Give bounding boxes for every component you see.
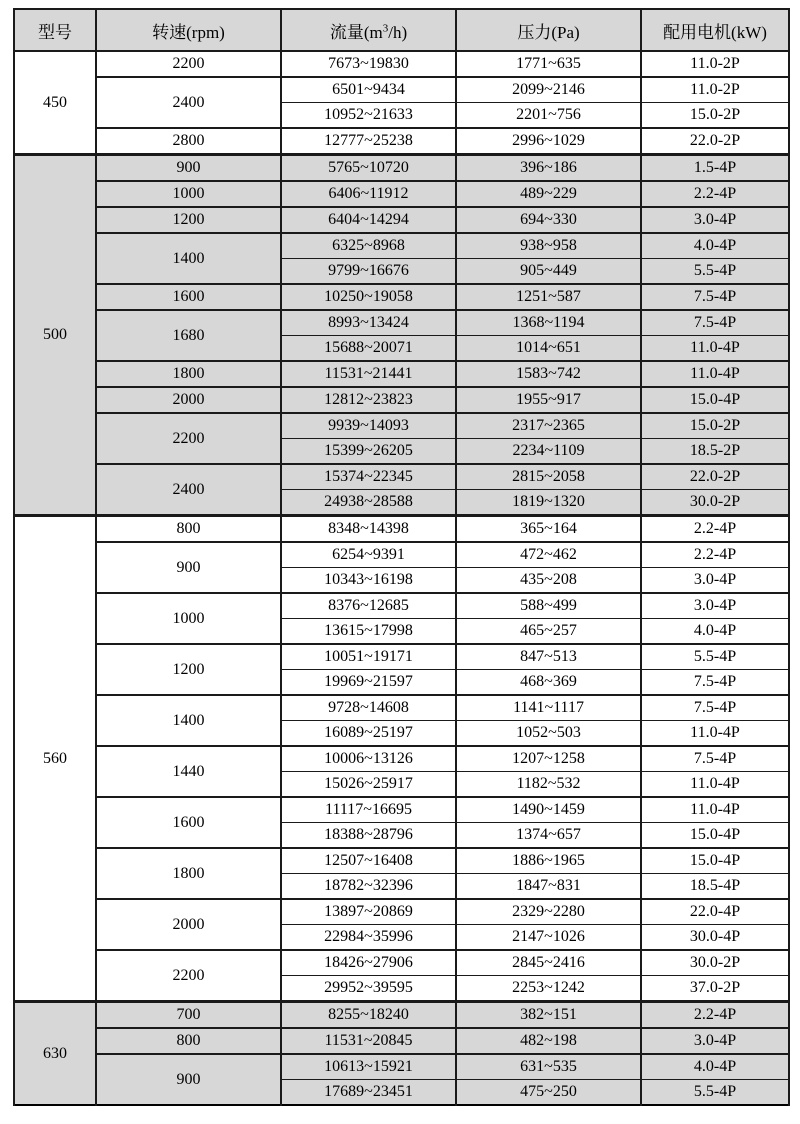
motor-cell: 18.5-2P (641, 439, 789, 465)
speed-cell: 700 (96, 1002, 281, 1029)
motor-cell: 7.5-4P (641, 746, 789, 772)
speed-cell: 2200 (96, 51, 281, 77)
speed-cell: 1200 (96, 207, 281, 233)
header-motor: 配用电机(kW) (641, 9, 789, 51)
flow-cell: 11531~20845 (281, 1028, 456, 1054)
speed-cell: 2400 (96, 464, 281, 516)
table-row (14, 644, 789, 670)
speed-cell: 900 (96, 1054, 281, 1105)
table-row (14, 899, 789, 925)
model-cell: 560 (14, 516, 96, 1002)
pressure-cell: 435~208 (456, 568, 641, 594)
pressure-cell: 2253~1242 (456, 976, 641, 1002)
table-row (14, 387, 789, 413)
motor-cell: 15.0-2P (641, 413, 789, 439)
motor-cell: 7.5-4P (641, 310, 789, 336)
flow-cell: 8255~18240 (281, 1002, 456, 1029)
header-model: 型号 (14, 9, 96, 51)
pressure-cell: 1251~587 (456, 284, 641, 310)
speed-cell: 1800 (96, 848, 281, 899)
table-row (14, 310, 789, 336)
motor-cell: 15.0-4P (641, 848, 789, 874)
motor-cell: 15.0-4P (641, 387, 789, 413)
flow-cell: 10343~16198 (281, 568, 456, 594)
flow-cell: 8376~12685 (281, 593, 456, 619)
pressure-cell: 382~151 (456, 1002, 641, 1029)
motor-cell: 4.0-4P (641, 233, 789, 259)
flow-cell: 10051~19171 (281, 644, 456, 670)
pressure-cell: 1052~503 (456, 721, 641, 747)
fan-spec-table (13, 8, 790, 1106)
speed-cell: 1000 (96, 181, 281, 207)
pressure-cell: 2099~2146 (456, 77, 641, 103)
model-cell: 500 (14, 155, 96, 516)
pressure-cell: 847~513 (456, 644, 641, 670)
flow-cell: 10613~15921 (281, 1054, 456, 1080)
flow-cell: 15399~26205 (281, 439, 456, 465)
model-cell: 630 (14, 1002, 96, 1106)
pressure-cell: 365~164 (456, 516, 641, 543)
speed-cell: 2000 (96, 899, 281, 950)
table-row (14, 516, 789, 543)
pressure-cell: 1014~651 (456, 336, 641, 362)
flow-cell: 18426~27906 (281, 950, 456, 976)
motor-cell: 18.5-4P (641, 874, 789, 900)
flow-cell: 12777~25238 (281, 128, 456, 155)
speed-cell: 1800 (96, 361, 281, 387)
pressure-cell: 1847~831 (456, 874, 641, 900)
motor-cell: 22.0-2P (641, 464, 789, 490)
motor-cell: 7.5-4P (641, 670, 789, 696)
pressure-cell: 482~198 (456, 1028, 641, 1054)
motor-cell: 11.0-4P (641, 361, 789, 387)
motor-cell: 30.0-2P (641, 490, 789, 516)
pressure-cell: 489~229 (456, 181, 641, 207)
speed-cell: 1400 (96, 695, 281, 746)
flow-cell: 18782~32396 (281, 874, 456, 900)
speed-cell: 900 (96, 155, 281, 182)
motor-cell: 30.0-2P (641, 950, 789, 976)
table-row (14, 1028, 789, 1054)
table-row (14, 284, 789, 310)
speed-cell: 800 (96, 516, 281, 543)
flow-cell: 8348~14398 (281, 516, 456, 543)
flow-cell: 8993~13424 (281, 310, 456, 336)
table-row (14, 233, 789, 259)
table-row (14, 413, 789, 439)
speed-cell: 1600 (96, 284, 281, 310)
motor-cell: 11.0-4P (641, 336, 789, 362)
pressure-cell: 588~499 (456, 593, 641, 619)
flow-cell: 17689~23451 (281, 1080, 456, 1106)
motor-cell: 5.5-4P (641, 1080, 789, 1106)
table-row (14, 207, 789, 233)
speed-cell: 1680 (96, 310, 281, 361)
motor-cell: 15.0-2P (641, 103, 789, 129)
speed-cell: 1440 (96, 746, 281, 797)
pressure-cell: 1207~1258 (456, 746, 641, 772)
header-flow-superscript: 3 (382, 21, 389, 34)
motor-cell: 5.5-4P (641, 259, 789, 285)
pressure-cell: 905~449 (456, 259, 641, 285)
motor-cell: 2.2-4P (641, 181, 789, 207)
flow-cell: 9728~14608 (281, 695, 456, 721)
pressure-cell: 2996~1029 (456, 128, 641, 155)
motor-cell: 3.0-4P (641, 593, 789, 619)
flow-cell: 10250~19058 (281, 284, 456, 310)
table-row (14, 464, 789, 490)
table-row (14, 695, 789, 721)
pressure-cell: 1955~917 (456, 387, 641, 413)
header-speed: 转速(rpm) (96, 9, 281, 51)
speed-cell: 1600 (96, 797, 281, 848)
pressure-cell: 1771~635 (456, 51, 641, 77)
speed-cell: 2200 (96, 413, 281, 464)
table-row (14, 1054, 789, 1080)
pressure-cell: 2845~2416 (456, 950, 641, 976)
motor-cell: 4.0-4P (641, 619, 789, 645)
table-row (14, 950, 789, 976)
flow-cell: 12507~16408 (281, 848, 456, 874)
flow-cell: 18388~28796 (281, 823, 456, 849)
motor-cell: 22.0-4P (641, 899, 789, 925)
pressure-cell: 2234~1109 (456, 439, 641, 465)
motor-cell: 4.0-4P (641, 1054, 789, 1080)
table-row (14, 797, 789, 823)
flow-cell: 12812~23823 (281, 387, 456, 413)
motor-cell: 3.0-4P (641, 568, 789, 594)
motor-cell: 11.0-4P (641, 721, 789, 747)
pressure-cell: 468~369 (456, 670, 641, 696)
pressure-cell: 1374~657 (456, 823, 641, 849)
speed-cell: 2800 (96, 128, 281, 155)
motor-cell: 7.5-4P (641, 284, 789, 310)
pressure-cell: 694~330 (456, 207, 641, 233)
flow-cell: 15688~20071 (281, 336, 456, 362)
flow-cell: 15374~22345 (281, 464, 456, 490)
motor-cell: 5.5-4P (641, 644, 789, 670)
pressure-cell: 1819~1320 (456, 490, 641, 516)
header-pressure: 压力(Pa) (456, 9, 641, 51)
motor-cell: 37.0-2P (641, 976, 789, 1002)
pressure-cell: 465~257 (456, 619, 641, 645)
speed-cell: 900 (96, 542, 281, 593)
table-row (14, 77, 789, 103)
speed-cell: 1400 (96, 233, 281, 284)
flow-cell: 6325~8968 (281, 233, 456, 259)
motor-cell: 3.0-4P (641, 1028, 789, 1054)
pressure-cell: 2317~2365 (456, 413, 641, 439)
flow-cell: 7673~19830 (281, 51, 456, 77)
pressure-cell: 1886~1965 (456, 848, 641, 874)
table-row (14, 361, 789, 387)
table-row (14, 155, 789, 182)
flow-cell: 24938~28588 (281, 490, 456, 516)
table-row (14, 128, 789, 155)
flow-cell: 6501~9434 (281, 77, 456, 103)
table-row (14, 746, 789, 772)
table-row (14, 848, 789, 874)
pressure-cell: 1490~1459 (456, 797, 641, 823)
flow-cell: 13897~20869 (281, 899, 456, 925)
motor-cell: 11.0-2P (641, 77, 789, 103)
flow-cell: 11117~16695 (281, 797, 456, 823)
motor-cell: 30.0-4P (641, 925, 789, 951)
speed-cell: 2200 (96, 950, 281, 1002)
flow-cell: 16089~25197 (281, 721, 456, 747)
flow-cell: 9939~14093 (281, 413, 456, 439)
pressure-cell: 631~535 (456, 1054, 641, 1080)
motor-cell: 11.0-2P (641, 51, 789, 77)
flow-cell: 11531~21441 (281, 361, 456, 387)
pressure-cell: 1583~742 (456, 361, 641, 387)
pressure-cell: 1141~1117 (456, 695, 641, 721)
flow-cell: 6404~14294 (281, 207, 456, 233)
flow-cell: 5765~10720 (281, 155, 456, 182)
motor-cell: 2.2-4P (641, 1002, 789, 1029)
pressure-cell: 2147~1026 (456, 925, 641, 951)
speed-cell: 800 (96, 1028, 281, 1054)
table-row (14, 542, 789, 568)
pressure-cell: 1182~532 (456, 772, 641, 798)
motor-cell: 2.2-4P (641, 542, 789, 568)
flow-cell: 19969~21597 (281, 670, 456, 696)
motor-cell: 2.2-4P (641, 516, 789, 543)
header-row (14, 9, 789, 51)
motor-cell: 3.0-4P (641, 207, 789, 233)
speed-cell: 2000 (96, 387, 281, 413)
flow-cell: 22984~35996 (281, 925, 456, 951)
pressure-cell: 2201~756 (456, 103, 641, 129)
flow-cell: 15026~25917 (281, 772, 456, 798)
pressure-cell: 396~186 (456, 155, 641, 182)
pressure-cell: 1368~1194 (456, 310, 641, 336)
pressure-cell: 938~958 (456, 233, 641, 259)
pressure-cell: 2815~2058 (456, 464, 641, 490)
flow-cell: 29952~39595 (281, 976, 456, 1002)
pressure-cell: 472~462 (456, 542, 641, 568)
table-row (14, 51, 789, 77)
flow-cell: 9799~16676 (281, 259, 456, 285)
header-flow-pre: 流量(m (329, 22, 383, 42)
speed-cell: 2400 (96, 77, 281, 128)
pressure-cell: 2329~2280 (456, 899, 641, 925)
model-cell: 450 (14, 51, 96, 155)
flow-cell: 13615~17998 (281, 619, 456, 645)
motor-cell: 1.5-4P (641, 155, 789, 182)
motor-cell: 15.0-4P (641, 823, 789, 849)
flow-cell: 6406~11912 (281, 181, 456, 207)
header-flow (281, 9, 456, 51)
pressure-cell: 475~250 (456, 1080, 641, 1106)
header-flow-post: /h) (388, 22, 408, 42)
flow-cell: 10006~13126 (281, 746, 456, 772)
table-row (14, 593, 789, 619)
speed-cell: 1200 (96, 644, 281, 695)
table-row (14, 181, 789, 207)
table-row (14, 1002, 789, 1029)
flow-cell: 10952~21633 (281, 103, 456, 129)
motor-cell: 22.0-2P (641, 128, 789, 155)
speed-cell: 1000 (96, 593, 281, 644)
motor-cell: 11.0-4P (641, 772, 789, 798)
motor-cell: 7.5-4P (641, 695, 789, 721)
motor-cell: 11.0-4P (641, 797, 789, 823)
flow-cell: 6254~9391 (281, 542, 456, 568)
